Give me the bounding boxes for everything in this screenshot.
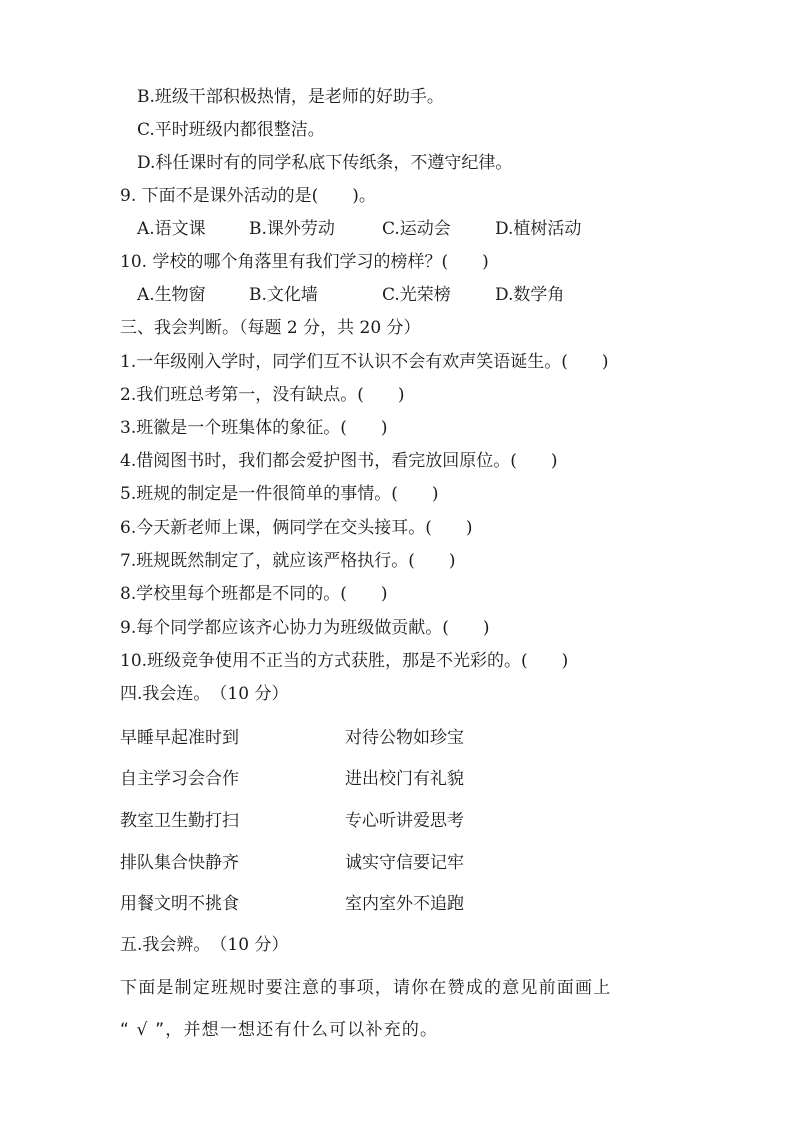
q9-option-a: A.语文课 bbox=[137, 219, 206, 239]
q9-option-c: C.运动会 bbox=[382, 219, 451, 239]
judge-item: 9.每个同学都应该齐心协力为班级做贡献。( ) bbox=[120, 618, 490, 638]
match-right-item: 室内室外不追跑 bbox=[345, 894, 464, 914]
judge-item: 7.班规既然制定了，就应该严格执行。( ) bbox=[120, 551, 456, 571]
q10-option-c: C.光荣榜 bbox=[382, 285, 451, 305]
judge-item: 2.我们班总考第一，没有缺点。( ) bbox=[120, 385, 405, 405]
match-left-item: 排队集合快静齐 bbox=[120, 853, 239, 873]
section4-heading: 四.我会连。 （10 分） bbox=[120, 684, 289, 704]
judge-item: 10.班级竞争使用不正当的方式获胜，那是不光彩的。( ) bbox=[120, 651, 569, 671]
judge-item: 1.一年级刚入学时，同学们互不认识不会有欢声笑语诞生。( ) bbox=[120, 352, 609, 372]
judge-item: 8.学校里每个班都是不同的。( ) bbox=[120, 584, 388, 604]
q9-option-d: D.植树活动 bbox=[495, 219, 582, 239]
match-left-item: 教室卫生勤打扫 bbox=[120, 811, 239, 831]
q10-stem: 10. 学校的哪个角落里有我们学习的榜样？( ) bbox=[120, 252, 489, 272]
judge-item: 3.班徽是一个班集体的象征。( ) bbox=[120, 418, 388, 438]
q9-option-b: B.课外劳动 bbox=[249, 219, 335, 239]
section5-heading: 五.我会辨。 （10 分） bbox=[120, 935, 289, 955]
section5-instruction-cont: “ √ ”，并想一想还有什么可以补充的。 bbox=[120, 1020, 439, 1040]
q9-stem: 9. 下面不是课外活动的是( )。 bbox=[120, 186, 376, 206]
section3-heading: 三、我会判断。（每题 2 分，共 20 分） bbox=[120, 318, 421, 338]
q8-option-b: B.班级干部积极热情，是老师的好助手。 bbox=[137, 87, 444, 107]
match-left-item: 用餐文明不挑食 bbox=[120, 894, 239, 914]
q10-option-d: D.数学角 bbox=[495, 285, 565, 305]
section5-instruction: 下面是制定班规时要注意的事项，请你在赞成的意见前面画上 bbox=[120, 978, 612, 998]
q10-option-b: B.文化墙 bbox=[249, 285, 318, 305]
judge-item: 5.班规的制定是一件很简单的事情。( ) bbox=[120, 484, 439, 504]
q10-option-a: A.生物窗 bbox=[137, 285, 206, 305]
judge-item: 4.借阅图书时，我们都会爱护图书，看完放回原位。( ) bbox=[120, 451, 558, 471]
match-left-item: 早睡早起准时到 bbox=[120, 728, 239, 748]
q8-option-d: D.科任课时有的同学私底下传纸条，不遵守纪律。 bbox=[137, 153, 513, 173]
match-right-item: 对待公物如珍宝 bbox=[345, 728, 464, 748]
match-right-item: 进出校门有礼貌 bbox=[345, 769, 464, 789]
judge-item: 6.今天新老师上课，俩同学在交头接耳。( ) bbox=[120, 518, 473, 538]
match-left-item: 自主学习会合作 bbox=[120, 769, 239, 789]
match-right-item: 诚实守信要记牢 bbox=[345, 853, 464, 873]
match-right-item: 专心听讲爱思考 bbox=[345, 811, 464, 831]
q8-option-c: C.平时班级内都很整洁。 bbox=[137, 120, 325, 140]
